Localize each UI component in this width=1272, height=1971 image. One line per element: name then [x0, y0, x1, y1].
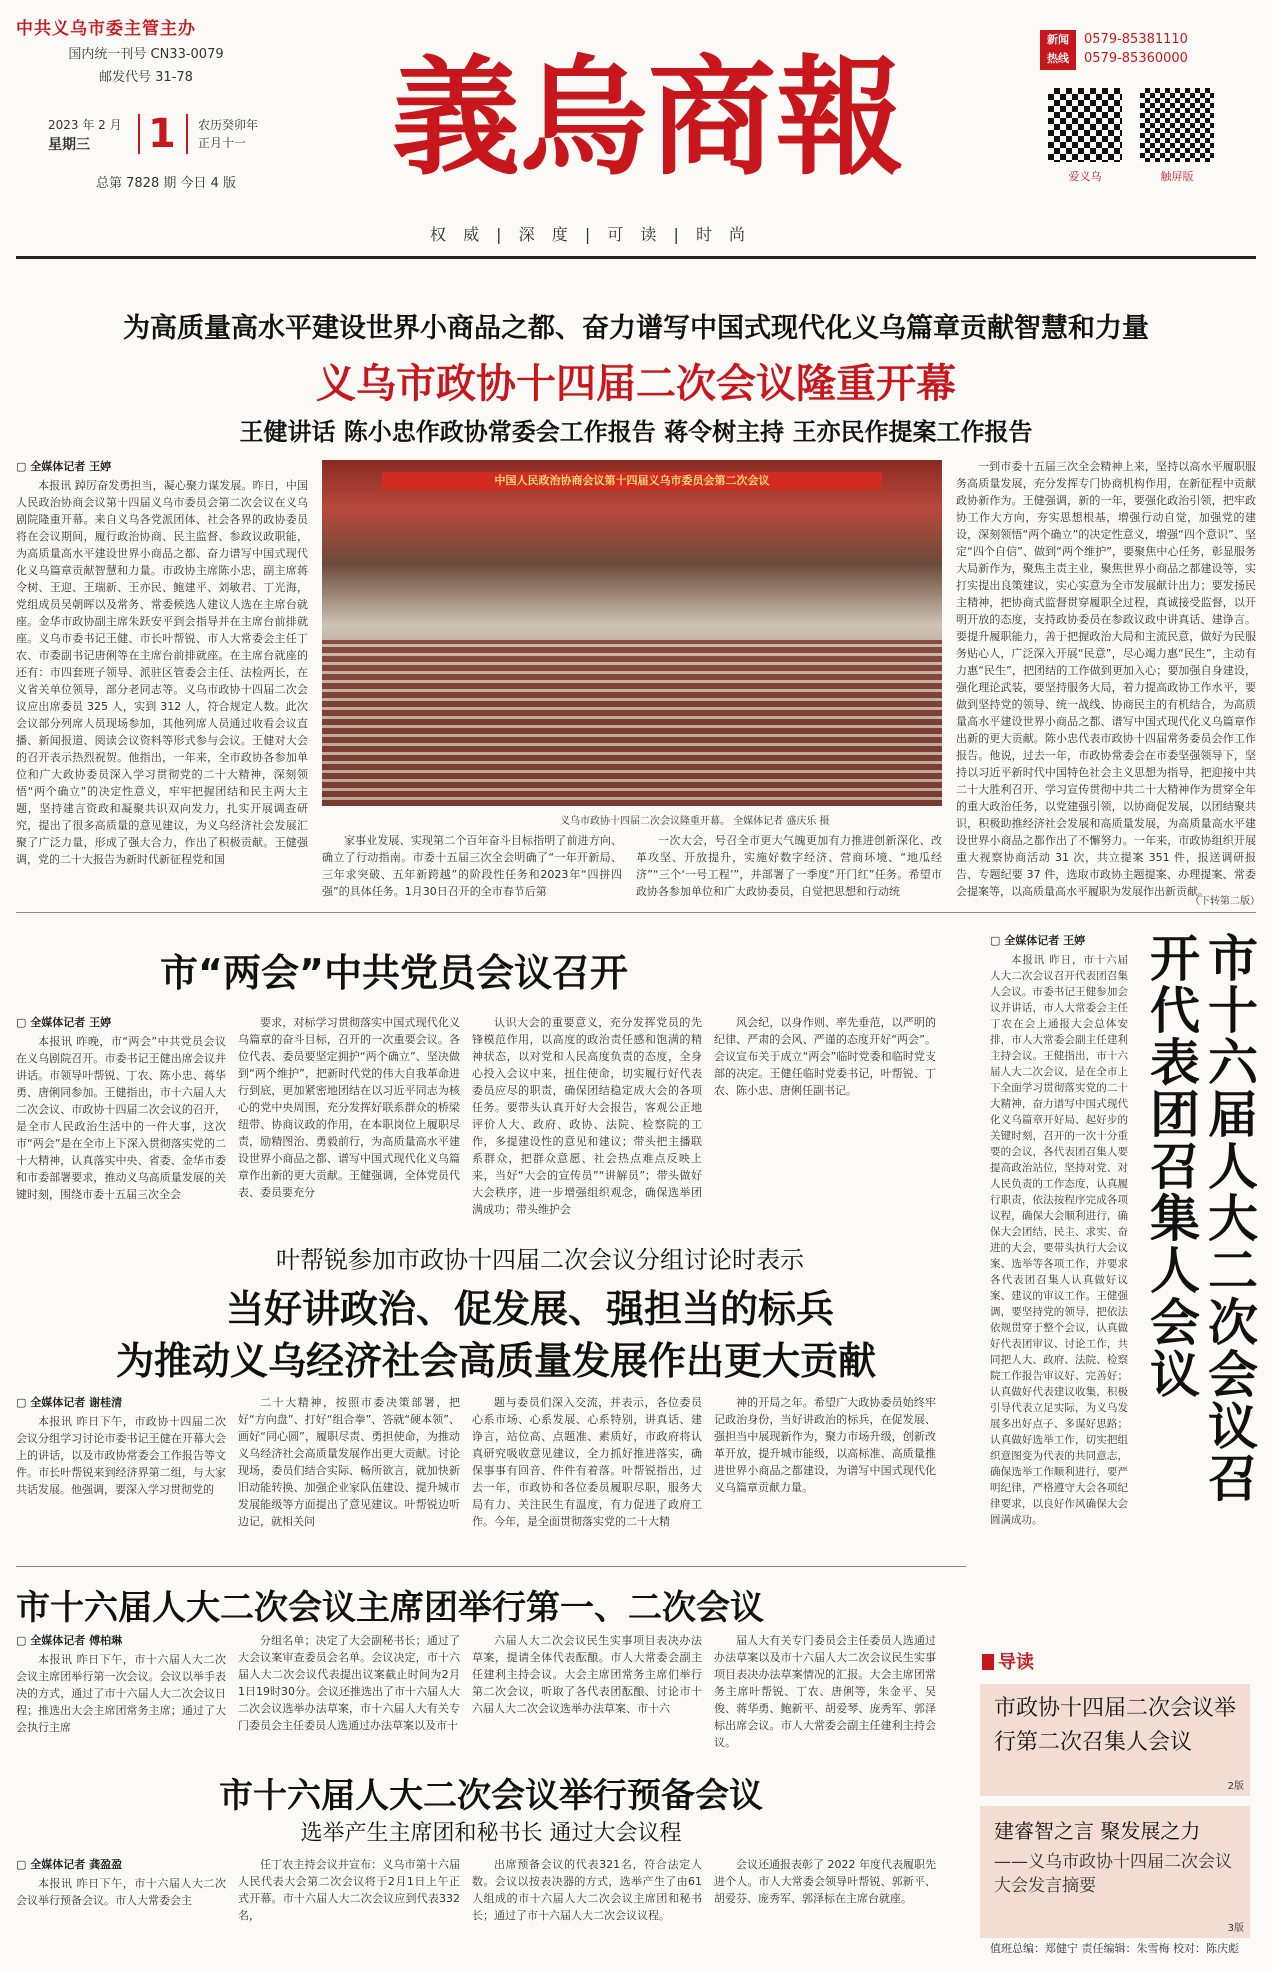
byline: ▢ 全媒体记者 王婷	[16, 1016, 112, 1029]
body-text: 届人大有关专门委员会主任委员人选通过办法草案以及市十六届人大二次会议民生实事项目表决办法草案情况的汇报。大会主席团常务主席叶帮锐、丁农、唐俐等，朱金平、吴俊、蒋华勇、鲍新平、胡爱琴、庞秀军、郭泽标出席会议。市人大常委会副主任建利主持会议。	[714, 1634, 936, 1749]
article4-col-3	[472, 1632, 702, 1752]
lead-column-2a	[322, 832, 622, 908]
logo-text: 義烏商報	[391, 43, 905, 193]
lead-column-1	[16, 458, 308, 908]
body-text: 本报讯 踔厉奋发勇担当，凝心聚力谋发展。昨日，中国人民政治协商会议第十四届义乌市委员会第二次会议在义乌剧院隆重开幕。来自义乌各党派团体、社会各界的政协委员将在会议期间，履行政治协商、民主监督、参政议政职能，为高质量高水平建设世界小商品之都、奋力谱写中国式现代化义乌篇章贡献智慧和力量。市政协主席陈小忠，副主席蒋令树、王迎、王瑞新、王亦民、鲍建平、刘敏君、丁光海，党组成员吴朝晖以及常务、常委候选人建议人选在主席台就座。金华市政协副主席朱跃安平到会指导并在主席台前排就座。义乌市委书记王健、市长叶帮锐、市人大常委会主任丁农、市委副书记唐俐等在主席台前排就座。在主席台就座的还有：市四套班子领导、派驻区管委会主任、法检两长，在义省关单位领导，部分老同志等。义乌市政协十四届二次会议应出席委员 325 人，实到 312 人，符合规定人数。此次会议部分列席人员现场参加，其他列席人员通过收看会议直播、新闻报道、阅读会议资料等形式参与会议。王健对大会的召开表示热烈祝贺。他指出，一年来，全市政协各参加单位和广大政协委员深入学习贯彻党的二十大精神，深刻领悟“两个确立”的决定性意义，牢牢把握团结和民主两大主题，坚持建言资政和凝聚共识双向发力，扎实开展调查研究，提出了很多高质量的意见建议，为义乌经济社会发展汇聚了广泛力量，形成了强大合力，作出了积极贡献。王健强调，党的二十大报告为新时代新征程党和国	[16, 479, 308, 866]
lead-subline: 王健讲话 陈小忠作政协常委会工作报告 蒋令树主持 王亦民作提案工作报告	[239, 418, 1033, 446]
date-divider	[186, 114, 188, 154]
section-rule	[16, 1566, 966, 1567]
body-text: 本报讯 昨晚，市“两会”中共党员会议在义乌剧院召开。市委书记王健出席会议并讲话。市领导叶帮锐、丁农、陈小忠、蒋华勇、唐俐同参加。王健指出，市十六届人大二次会议、市政协十四届二次会议的召开，是全市人民政治生活中的一件大事，这次市“两会”是在全市上下深入贯彻落实党的二十大精神，认真落实中央、省委、金华市委和市委部署要求，推动义乌高质量发展的关键时刻，围绕市委十五届三次全会	[16, 1035, 226, 1201]
audience-rows	[322, 640, 942, 806]
lead-headline[interactable]: 义乌市政协十四届二次会议隆重开幕	[316, 361, 956, 407]
article3-headline-2[interactable]: 为推动义乌经济社会高质量发展作出更大贡献	[115, 1339, 876, 1383]
body-text: 本报讯 昨日，市十六届人大二次会议召开代表团召集人会议。市委书记王健参加会议并讲话，市人大常委会主任丁农在会上通报大会总体安排，市人大常委会副主任建利主持会议。王健指出，市十六届人大二次会议，是在全市上下全面学习贯彻落实党的二十大精神，奋力谱写中国式现代化义乌篇章开好局、起好步的关键时刻，召开的一次十分重要的会议，各代表团召集人要提高政治站位，坚持对党、对人民负责的工作态度，认真履行职责，依法按程序完成各项议程，确保大会顺利进行，确保大会团结、民主、求实、奋进的大会，要带头执行大会议案、选举等各项工作，并要求各代表团召集人认真做好议案、建议的审议工作。王健强调，要坚持党的领导，把依法依规贯穿于整个会议，认真做好代表团审议、讨论工作，共同把人大、政府、法院、检察院工作报告审议好、完善好；认真做好代表建议收集，积极引导代表立足实际，为义乌发展多出好点子、多谋好思路；认真做好选举工作，切实把组织意图变为代表的共同意志，确保选举工作顺利进行，要严明纪律，严格遵守大会各项纪律要求，以良好作风确保大会圆满成功。	[990, 954, 1128, 1526]
qr-label: 触屏版	[1160, 170, 1194, 183]
lunar-day: 正月十一	[198, 136, 247, 150]
article3-col-1	[16, 1394, 226, 1564]
photo-caption: 义乌市政协十四届二次会议隆重开幕。 全媒体记者 盛庆乐 摄	[560, 816, 830, 827]
side-headline[interactable]: 市十六届人大二次会议召开代表团召集人会议	[1142, 932, 1258, 1504]
body-text: 任丁农主持会议并宣布：义乌市第十六届人民代表大会第二次会议将于2月1日上午正式开幕。市十六届人大二次会议应到代表332名，	[238, 1858, 460, 1922]
article3-kicker: 叶帮锐参加市政协十四届二次会议分组讨论时表示	[276, 1246, 804, 1274]
article2-headline[interactable]: 市“两会”中共党员会议召开	[160, 951, 628, 995]
year-month: 2023 年 2 月	[48, 118, 122, 132]
body-text: 风会纪，以身作则、率先垂范，以严明的纪律、严肃的会风、严谨的态度开好“两会”。会议宣布关于成立“两会”临时党委和临时党支部的决定。王健任临时党委书记，叶帮锐、丁农、陈小忠、唐俐任副书记。	[714, 1016, 936, 1097]
slogan: 权 威 | 深 度 | 可 读 | 时 尚	[430, 225, 752, 244]
body-text: 本报讯 昨日下午，市政协十四届二次会议分组学习讨论市委书记王健在开幕大会上的讲话，以及市政协常委会工作报告等文件。市长叶帮锐来到经济界第二组，与大家共话发展。他强调，要深入学习贯彻党的	[16, 1415, 226, 1496]
continued-note[interactable]: （下转第二版）	[1190, 896, 1260, 907]
byline: ▢ 全媒体记者 傅柏琳	[16, 1634, 123, 1647]
conference-photo	[322, 460, 942, 806]
article5-col-3	[472, 1856, 702, 1964]
date-box	[48, 112, 288, 172]
side-byline: ▢ 全媒体记者 王婷	[990, 934, 1086, 947]
guide-marker-icon	[982, 1654, 994, 1670]
lead-column-3	[956, 458, 1256, 898]
byline: ▢ 全媒体记者 龚盈盈	[16, 1858, 123, 1871]
guide-item-title: 市政协十四届二次会议举行第二次召集人会议	[994, 1696, 1237, 1755]
side-body	[990, 952, 1128, 1612]
article3-col-4	[714, 1394, 936, 1564]
lunar-date	[198, 116, 258, 152]
article2-col-2	[238, 1014, 460, 1224]
weekday: 星期三	[48, 137, 90, 153]
article5-col-4	[714, 1856, 936, 1964]
article4-col-1	[16, 1632, 226, 1752]
body-text: 二十大精神，按照市委决策部署，把好“方向盘”、打好“组合拳”、答就“硬本领”、画好“同心圆”，履职尽责、勇担使命，为推动义乌经济社会高质量发展作出更大贡献。讨论现场，委员们结合实际、畅所欲言，就加快新旧动能转换、加强企业家队伍建设、提升城市发展能级等方面提出了意见建议。叶帮锐边听边记，就相关问	[238, 1396, 460, 1528]
article2-col-4	[714, 1014, 936, 1224]
article5-col-2	[238, 1856, 460, 1964]
article3-col-2	[238, 1394, 460, 1564]
phone-2: 0579-85360000	[1084, 51, 1188, 66]
section-rule	[16, 912, 1256, 913]
article5-col-1	[16, 1856, 226, 1964]
article4-col-2	[238, 1632, 460, 1752]
byline: ▢ 全媒体记者 谢桂清	[16, 1396, 123, 1409]
masthead-left	[16, 14, 276, 85]
guide-item-1[interactable]	[980, 1684, 1250, 1796]
qr-code-icon[interactable]	[1048, 88, 1122, 162]
day-number: 1	[148, 111, 176, 157]
issue-info: 总第 7828 期 今日 4 版	[96, 176, 237, 191]
article3-col-3	[472, 1394, 702, 1564]
article4-headline[interactable]: 市十六届人大二次会议主席团举行第一、二次会议	[16, 1588, 764, 1628]
body-text: 一到市委十五届三次全会精神上来，坚持以高水平履职服务高质量发展，充分发挥专门协商机构作用，在新征程中贡献政协新作为。王健强调，新的一年，要强化政治引领，把牢政协工作大方向，夯实思想根基，增强行动自觉，加强党的建设，深刻领悟“两个确立”的决定性意义，增强“四个意识”、坚定“四个自信”、做到“两个维护”，要聚焦中心任务，彰显服务大局新作为，聚焦主责主业，聚焦世界小商品之都建设等，实打实提出良策建议，实心实意为全市发展献计出力；要发扬民主精神，把协商式监督贯穿履职全过程，真诚接受监督，以开明开放的态度，支持政协委员在参政议政中讲真话、建诤言。要提升履职能力，善于把握政治大局和主流民意，做好为民服务贴心人，广泛深入开展“民意”，尽心竭力惠“民生”，主动有力惠“民生”，把团结的工作做到更加入心；要加强自身建设，强化理论武装，要坚持服务大局，着力提高政协工作水平，要做到坚持党的领导、统一战线、协商民主的有机结合，为高质量高水平建设世界小商品之都、谱写中国式现代化义乌篇章作出新的更大贡献。陈小忠代表市政协十四届常务委员会作工作报告。他说，过去一年，市政协常委会在市委坚强领导下，坚持以习近平新时代中国特色社会主义思想为指导，把迎接中共二十大胜利召开、学习宣传贯彻中共二十大精神作为贯穿全年的重大政治任务，以党建强引领，以协商促发展，以团结聚共识，积极助推经济社会发展和高质量发展，为高质量高水平建设世界小商品之都作出了不懈努力。一年来，市政协组织开展重大视察协商活动 31 次，共立提案 351 件，报送调研报告、专题纪要 37 件，选取市政协主题提案、办理提案、常委会提案等，以高质量高水平履职为发展作出新贡献。	[956, 460, 1256, 898]
article5-headline[interactable]: 市十六届人大二次会议举行预备会议	[219, 1776, 763, 1816]
body-text: 本报讯 昨日下午，市十六届人大二次会议主席团举行第一次会议。会议以举手表决的方式，通过了市十六届人大二次会议日程；推选出大会主席团常务主席；通过了大会执行主席	[16, 1653, 226, 1734]
masthead-rule	[16, 256, 1256, 259]
body-text: 题与委员们深入交流，并表示，各位委员心系市场、心系发展、心系特别，讲真话、建诤言，站位高、点题准、素质好，市政府将认真研究吸收意见建议，全力抓好推进落实，确保事事有回音、件件有着落。叶帮锐指出，过去一年，市政协和各位委员履职尽职，服务大局有力、关注民生有温度，有力促进了政府工作。今年，是全面贯彻落实党的二十大精	[472, 1396, 702, 1528]
phone-1: 0579-85381110	[1084, 32, 1188, 47]
qr-label: 爱义乌	[1068, 170, 1102, 183]
body-text: 出席预备会议的代表321名，符合法定人数。会议以按表决器的方式，选举产生了由61人组成的市十六届人大二次会议主席团和秘书长；通过了市十六届人大二次会议议程。	[472, 1858, 702, 1922]
article2-col-1	[16, 1014, 226, 1224]
date-divider	[138, 114, 140, 154]
body-text: 分组名单；决定了大会副秘书长；通过了大会议案审查委员会名单。会议决定，市十六届人大二次会议代表提出议案截止时间为2月1日19时30分。会议还推选出了市十六届人大二次会议选举办法草案，市十六届人大有关专门委员会主任委员人选通过办法草案以及市十	[238, 1634, 460, 1732]
lunar-year: 农历癸卯年	[198, 118, 259, 132]
hotline-tag: 新闻 热线	[1040, 30, 1076, 70]
guide-item-page: 2版	[1227, 1781, 1244, 1792]
body-text: 神的开局之年。希望广大政协委员始终牢记政治身份，当好讲政治的标兵，在促发展、强担当中展现新作为，聚力市场升级，创新改革开放，提升城市能级，以高标准、高质量推进世界小商品之都建设，为谱写中国式现代化义乌篇章贡献力量。	[714, 1396, 936, 1494]
guide-item-2[interactable]	[980, 1806, 1250, 1938]
article5-subline: 选举产生主席团和秘书长 通过大会议程	[300, 1821, 682, 1846]
body-text: 家事业发展、实现第二个百年奋斗目标指明了前进方向、确立了行动指南。市委十五届三次全会明确了“一年开新局、三年求突破、五年新跨越”的阶段性任务和2023年“四拼四强”的具体任务。1月30日召开的全市春节后第	[322, 834, 622, 898]
guide-heading: 导读	[982, 1648, 1034, 1674]
body-text: 一次大会，号召全市更大气魄更加有力推进创新深化、改革攻坚、开放提升，实施好数字经济、营商环境、“地瓜经济”“三个‘一号工程’”，并部署了一季度“开门红”任务。希望市政协各参加单位和广大政协委员，自觉把思想和行动统	[636, 834, 942, 898]
body-text: 认识大会的重要意义，充分发挥党员的先锋模范作用，以高度的政治责任感和饱满的精神状态，以对党和人民高度负责的态度，全身心投入会议中来，扭住使命，切实履行好代表委员应尽的职责，确保团结稳定成大会的各项任务。要带头认真开好大会报告，客观公正地评价人大、政府、政协、法院、检察院的工作，多提建设性的意见和建议；带头把主播联系群众，把群众意愿、社会热点难点反映上来，当好“大会的宣传员”“讲解员”；带头做好大会秩序，进一步增强组织观念，确保选举团满成功；带头维护会	[472, 1016, 702, 1216]
guide-item-page: 3版	[1227, 1923, 1244, 1934]
byline: ▢ 全媒体记者 王婷	[16, 460, 112, 473]
lead-column-2b	[636, 832, 942, 908]
body-text: 本报讯 昨日下午，市十六届人大二次会议举行预备会议。市人大常委会主	[16, 1877, 226, 1907]
body-text: 会议还通报表彰了 2022 年度代表履职先进个人。市人大常委会领导叶帮锐、郭新平、胡爱芬、庞秀军、郭泽标在主席台就座。	[714, 1858, 936, 1905]
photo-banner: 中国人民政治协商会议第十四届义乌市委员会第二次会议	[382, 472, 882, 490]
article3-headline-1[interactable]: 当好讲政治、促发展、强担当的标兵	[225, 1287, 834, 1331]
guide-item-subtitle: ——义乌市政协十四届二次会议大会发言摘要	[994, 1852, 1232, 1896]
guide-item-title: 建睿智之言 聚发展之力	[994, 1819, 1201, 1843]
post-code: 邮发代号 31-78	[99, 70, 193, 85]
body-text: 要求，对标学习贯彻落实中国式现代化义乌篇章的奋斗目标，召开的一次重要会议。各位代表、委员要坚定拥护“两个确立”、坚决做到“两个维护”，把新时代党的伟大自我革命进行到底，更加紧密地团结在以习近平同志为核心的党中央周围，充分发挥好联系群众的桥梁纽带、协商议政的作用，在本职岗位上履职尽责，励精图治、勇毅前行，为高质量高水平建设世界小商品之都、谱写中国式现代化义乌篇章作出新的更大贡献。王健强调，全体党员代表、委员要充分	[238, 1016, 460, 1199]
lead-kicker: 为高质量高水平建设世界小商品之都、奋力谱写中国式现代化义乌篇章贡献智慧和力量	[123, 313, 1149, 344]
publisher: 中共义乌市委主管主办	[16, 19, 196, 39]
article4-col-4	[714, 1632, 936, 1752]
body-text: 六届人大二次会议民生实事项目表决办法草案，提请全体代表酝酿。市人大常委会副主任建利主持会议。大会主席团常务主席们举行第二次会议，听取了各代表团酝酿、讨论市十六届人大二次会议选举办法草案、市十六	[472, 1634, 702, 1715]
article2-col-3	[472, 1014, 702, 1224]
cn-code: 国内统一刊号 CN33-0079	[68, 47, 224, 62]
qr-code-icon[interactable]	[1140, 88, 1214, 162]
editor-credits: 值班总编：郑健宁 责任编辑：朱雪梅 校对：陈庆彪	[990, 1942, 1239, 1955]
newspaper-logo	[368, 34, 928, 194]
